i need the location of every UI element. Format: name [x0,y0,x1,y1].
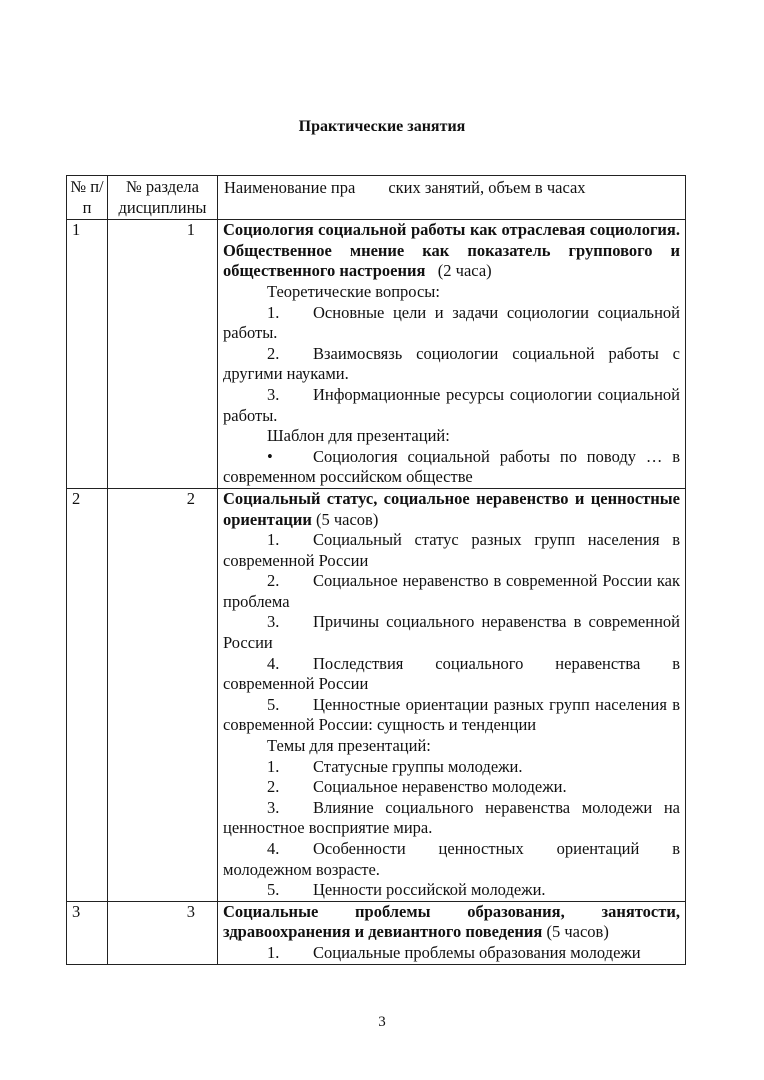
list-item [223,303,680,344]
item-text: Ценности российской молодежи. [313,880,546,900]
header-number: № п/п [67,176,108,220]
item-text: Статусные группы молодежи. [313,756,523,776]
list-item [223,695,680,736]
item-text: Ценностные ориентации разных групп населения в современной России: сущность и тенденции [223,694,680,735]
topic-title: Социальный статус, социальное неравенство и ценностные ориентации [223,488,680,529]
item-text: Социология социальной работы по поводу … в современном российском обществе [223,446,680,487]
item-number: 3. [267,384,280,404]
table-row [67,488,686,901]
topic-hours: (5 часов) [546,922,609,942]
table-row [67,220,686,489]
topic-hours: (2 часа) [437,261,492,281]
item-number: 2. [267,571,280,591]
header-section: № раздела дисциплины [108,176,218,220]
item-text: Социальные проблемы образования молодежи [313,942,641,962]
list-item [223,530,680,571]
table-header-row [67,176,686,220]
row-content [218,901,686,964]
item-text: Последствия социального неравенства в современной России [223,653,680,694]
list-item [223,344,680,385]
lesson-topic [223,220,680,282]
list-item [223,757,680,778]
item-number: 1. [267,530,280,550]
presentation-heading: Шаблон для презентаций: [267,426,450,446]
list-item [223,385,680,426]
item-text: Основные цели и задачи социологии социальной работы. [223,302,680,343]
lesson-topic [223,489,680,530]
header-lesson-name-part2: ских занятий, объем в часах [388,178,586,197]
list-item [223,798,680,839]
list-item [223,571,680,612]
lesson-topic [223,902,680,943]
item-number: 4. [267,839,280,858]
page-number: 3 [378,1014,386,1030]
table-row [67,901,686,964]
item-number: 1. [267,302,280,322]
item-number: 1. [267,756,280,776]
row-content [218,220,686,489]
page-title: Практические занятия [298,118,466,135]
item-number: 3. [267,612,280,632]
item-text: Особенности ценностных ориентаций в молодежном возрасте. [223,839,680,879]
row-number: 3 [67,901,108,964]
row-section: 2 [108,488,218,901]
item-text: Влияние социального неравенства молодежи на ценностное восприятие мира. [223,797,680,838]
presentation-heading: Темы для презентаций: [267,736,431,756]
item-text: Информационные ресурсы социологии социальной работы. [223,384,680,425]
item-number: 4. [267,653,280,673]
bullet-icon: • [267,446,273,466]
list-item [223,654,680,695]
item-number: 1. [267,942,280,962]
row-section: 1 [108,220,218,489]
topic-hours: (5 часов) [315,509,379,529]
list-item [223,839,680,880]
practical-lessons-table [66,175,686,965]
list-item [223,880,680,901]
item-number: 5. [267,880,280,900]
list-item [223,447,680,488]
item-number: 3. [267,797,280,817]
item-text: Социальное неравенство молодежи. [313,777,567,797]
list-item [223,777,680,798]
topic-title: Социология социальной работы как отраслевая социология. Общественное мнение как показатель группового и общественного настроения [223,220,680,281]
row-content [218,488,686,901]
item-number: 2. [267,343,280,363]
list-item [223,943,680,964]
topic-title: Социальные проблемы образования, занятости, здравоохранения и девиантного поведения [223,901,680,942]
item-text: Социальное неравенство в современной России как проблема [223,571,680,611]
header-lesson-name [218,176,686,220]
row-section: 3 [108,901,218,964]
list-item [223,612,680,653]
header-gap [355,178,388,197]
questions-heading: Теоретические вопросы: [267,281,440,301]
item-text: Взаимосвязь социологии социальной работы с другими науками. [223,343,680,384]
item-number: 2. [267,777,280,797]
row-number: 1 [67,220,108,489]
header-lesson-name-part1: Наименование пра [224,178,356,197]
item-text: Причины социального неравенства в современной России [223,612,680,653]
item-text: Социальный статус разных групп населения в современной России [223,530,680,570]
row-number: 2 [67,488,108,901]
item-number: 5. [267,694,280,714]
